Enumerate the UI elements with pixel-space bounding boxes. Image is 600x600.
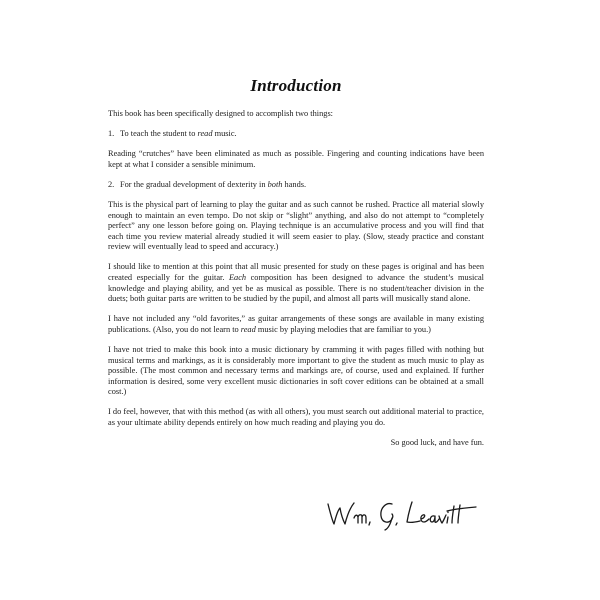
list-item-1: [108, 129, 484, 140]
emphasis-text: read: [197, 129, 213, 139]
crutches-paragraph: Reading “crutches” have been eliminated as much as possible. Fingering and counting indications have been kept at what I consider a sensible minimum.: [108, 149, 484, 169]
page-title: Introduction: [250, 76, 342, 95]
emphasis-text: Each: [228, 273, 247, 283]
emphasis-text: read: [240, 324, 256, 334]
closing-line: So good luck, and have fun.: [390, 438, 484, 448]
signature: [322, 492, 482, 532]
list-number: 1.: [108, 129, 115, 139]
original-music-paragraph: [108, 262, 484, 304]
list-item-2: [108, 180, 484, 191]
additional-material-paragraph: I do feel, however, that with this method (as with all others), you must search out additional material to practice, as your ultimate ability depends entirely on how much reading and playing you do.: [108, 407, 484, 428]
physical-paragraph: This is the physical part of learning to play the guitar and as such cannot be rushed. Practice all material slowly enough to maintain an even tempo. Do not skip or “slight” anything, and also do not attempt to “completely perfect” any one lesson before going on. Playing technique is an accumulative process and you will find that each time you review material already studied it will seem easier to play. (Slow, steady practice and constant review will eventually lead to speed and accuracy.): [108, 199, 484, 252]
paragraph-text: composition has been designed to advance the student’s musical knowledge and playing ability, and yet be as musical as possible. There is no student/teacher division in the duets; both guitar parts are written to be studied by the pupil, and almost all parts will musically stand alone.: [108, 273, 484, 304]
list-text: For the gradual development of dexterity in: [120, 179, 268, 189]
list-text: To teach the student to: [120, 129, 198, 139]
paragraph-text: music by playing melodies that are familiar to you.): [255, 324, 431, 334]
emphasis-text: both: [267, 179, 283, 189]
list-text: music.: [212, 129, 237, 139]
intro-paragraph: This book has been specifically designed to accomplish two things:: [108, 109, 334, 118]
page-content: [108, 76, 484, 449]
paragraph-text: I have not included any “old favorites,” as guitar arrangements of these songs are available in many existing publications. (Also, you do not learn to: [108, 314, 484, 334]
signature-image: [322, 492, 482, 532]
list-text: hands.: [282, 179, 307, 189]
paragraph-text: I should like to mention at this point that all music presented for study on these pages is original and has been created especially for the guitar.: [108, 262, 484, 283]
dictionary-paragraph: I have not tried to make this book into a music dictionary by cramming it with pages filled with nothing but musical terms and markings, as it is considerably more important to give the student as much music to play as possible. (The most common and necessary terms and markings are, of course, used and explained. If further information is desired, some very excellent music dictionaries in soft cover editions can be obtained at a small cost.): [108, 345, 484, 397]
old-favorites-paragraph: [108, 314, 484, 335]
list-number: 2.: [108, 179, 115, 189]
